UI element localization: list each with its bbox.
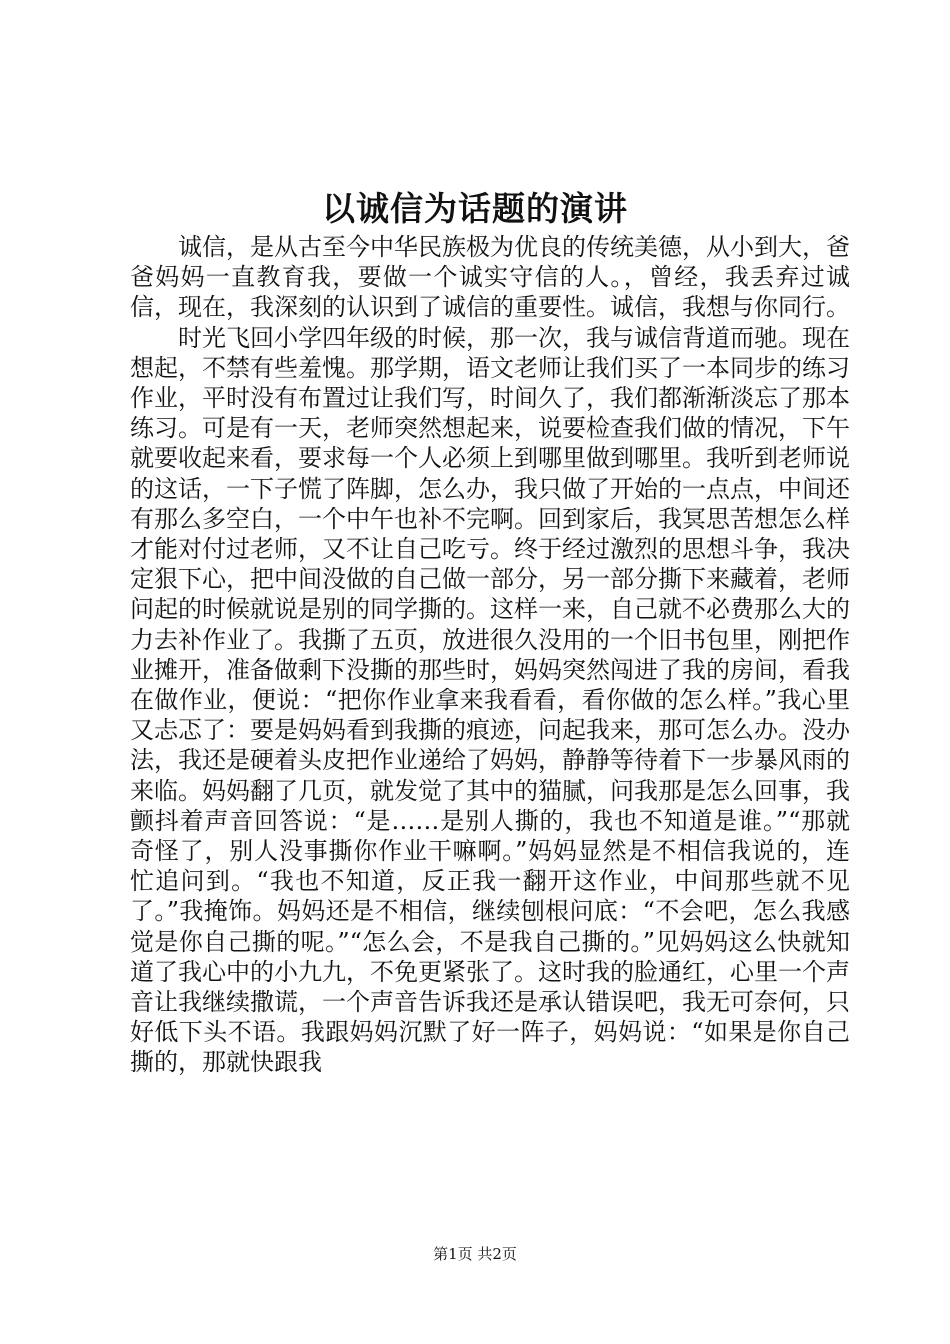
page-footer: 第1页 共2页: [433, 1245, 517, 1263]
paragraph-1: 诚信，是从古至今中华民族极为优良的传统美德，从小到大，爸爸妈妈一直教育我，要做一个诚实守信的人。，曾经，我丢弃过诚信，现在，我深刻的认识到了诚信的重要性。诚信，我想与你同行。: [130, 233, 850, 322]
document-title: 以诚信为话题的演讲: [322, 189, 628, 228]
paragraph-2: 时光飞回小学四年级的时候，那一次，我与诚信背道而驰。现在想起，不禁有些羞愧。那学期，语文老师让我们买了一本同步的练习作业，平时没有布置过让我们写，时间久了，我们都渐渐淡忘了那本练习。可是有一天，老师突然想起来，说要检查我们做的情况，下午就要收起来看，要求每一个人必须上到哪里做到哪里。我听到老师说的这话，一下子慌了阵脚，怎么办，我只做了开始的一点点，中间还有那么多空白，一个中午也补不完啊。回到家后，我冥思苦想怎么样才能对付过老师，又不让自己吃亏。终于经过激烈的思想斗争，我决定狠下心，把中间没做的自己做一部分，另一部分撕下来藏着，老师问起的时候就说是别的同学撕的。这样一来，自己就不必费那么大的力去补作业了。我撕了五页，放进很久没用的一个旧书包里，刚把作业摊开，准备做剩下没撕的那些时，妈妈突然闯进了我的房间，看我在做作业，便说：“把你作业拿来我看看，看你做的怎么样。”我心里又忐忑了：要是妈妈看到我撕的痕迹，问起我来，那可怎么办。没办法，我还是硬着头皮把作业递给了妈妈，静静等待着下一步暴风雨的来临。妈妈翻了几页，就发觉了其中的猫腻，问我那是怎么回事，我颤抖着声音回答说：“是……是别人撕的，我也不知道是谁。”“那就奇怪了，别人没事撕你作业干嘛啊。”妈妈显然是不相信我说的，连忙追问到。“我也不知道，反正我一翻开这作业，中间那些就不见了。”我掩饰。妈妈还是不相信，继续刨根问底：“不会吧，怎么我感觉是你自己撕的呢。”“怎么会，不是我自己撕的。”见妈妈这么快就知道了我心中的小九九，不免更紧张了。这时我的脸通红，心里一个声音让我继续撒谎，一个声音告诉我还是承认错误吧，我无可奈何，只好低下头不语。我跟妈妈沉默了好一阵子，妈妈说：“如果是你自己撕的，那就快跟我: [130, 323, 850, 1077]
document-body: [130, 232, 850, 1078]
